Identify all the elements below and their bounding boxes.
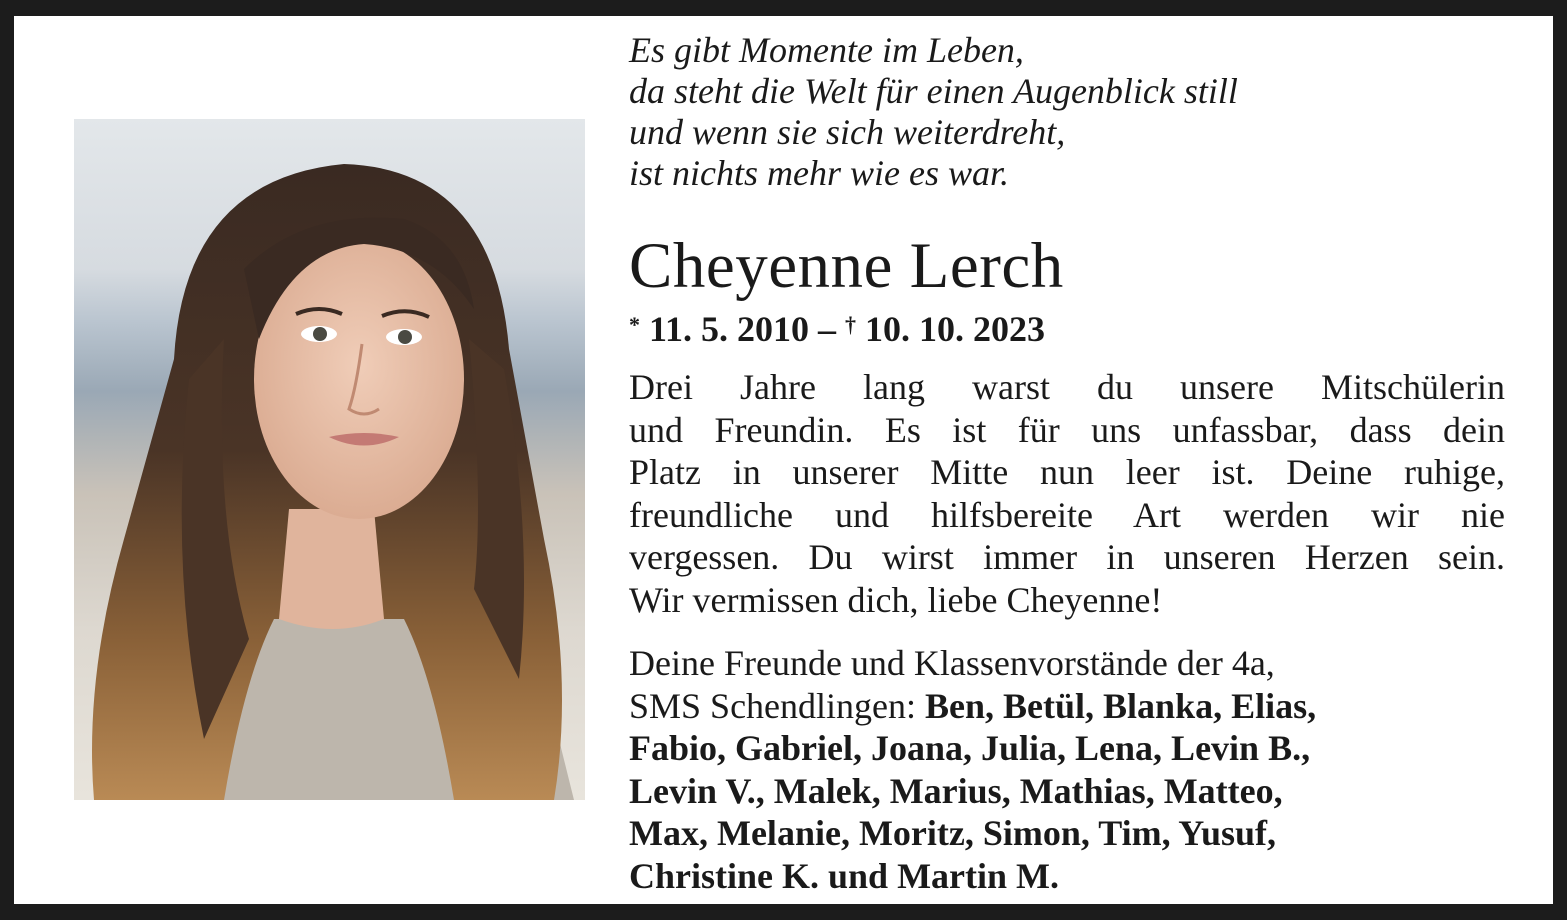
memorial-message xyxy=(629,366,1505,621)
message-line: vergessen. Du wirst immer in unseren Herzen sein. xyxy=(629,537,1505,577)
signatory-names: Levin V., Malek, Marius, Mathias, Matteo, xyxy=(629,770,1283,811)
signoff-row xyxy=(629,855,1509,898)
signatory-names: Christine K. und Martin M. xyxy=(629,855,1060,896)
signoff-row xyxy=(629,685,1509,728)
signoff-row xyxy=(629,812,1509,855)
date-separator: – xyxy=(818,309,837,349)
message-line: Platz in unserer Mitte nun leer ist. Deine ruhige, xyxy=(629,452,1505,492)
signatory-names: Ben, Betül, Blanka, Elias, xyxy=(925,685,1317,726)
birth-date: 11. 5. 2010 xyxy=(649,309,810,349)
poem-line: ist nichts mehr wie es war. xyxy=(629,153,1010,193)
life-dates xyxy=(629,307,1045,351)
portrait-photo xyxy=(74,119,585,800)
poem-line: und wenn sie sich weiterdreht, xyxy=(629,112,1066,152)
poem-line: da steht die Welt für einen Augenblick still xyxy=(629,71,1238,111)
signoff-row xyxy=(629,727,1509,770)
school-name: SMS Schendlingen: xyxy=(629,685,917,726)
message-line: Drei Jahre lang warst du unsere Mitschülerin xyxy=(629,367,1505,407)
signatory-names: Max, Melanie, Moritz, Simon, Tim, Yusuf, xyxy=(629,813,1276,853)
signatory-names: Fabio, Gabriel, Joana, Julia, Lena, Levin B., xyxy=(629,728,1311,768)
poem xyxy=(629,30,1238,194)
portrait-illustration xyxy=(74,119,585,800)
message-line: und Freundin. Es ist für uns unfassbar, dass dein xyxy=(629,409,1505,450)
death-symbol: † xyxy=(845,312,857,337)
signoff-intro: Deine Freunde und Klassenvorstände der 4a, xyxy=(629,643,1275,683)
poem-line: Es gibt Momente im Leben, xyxy=(629,30,1024,70)
signoff-row xyxy=(629,770,1509,813)
death-date: 10. 10. 2023 xyxy=(865,309,1046,349)
deceased-name: Cheyenne Lerch xyxy=(629,230,1064,302)
message-line: Wir vermissen dich, liebe Cheyenne! xyxy=(629,579,1163,620)
signoff xyxy=(629,642,1509,897)
message-line: freundliche und hilfsbereite Art werden wir nie xyxy=(629,494,1505,535)
birth-symbol: * xyxy=(629,312,640,337)
